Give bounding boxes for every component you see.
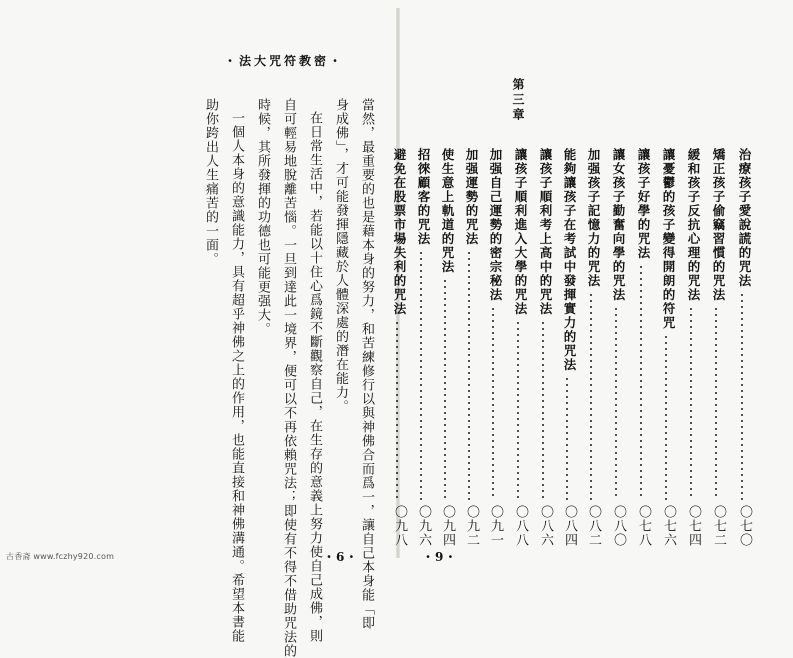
page-number: ・9・ bbox=[422, 550, 458, 564]
toc-entry bbox=[511, 0, 528, 547]
toc-entry-title: 使生意上軌道的咒法 bbox=[440, 148, 455, 274]
page-number: ・6・ bbox=[323, 550, 359, 564]
toc-entry-title: 招徠顧客的咒法 bbox=[416, 148, 431, 246]
toc-entry bbox=[390, 0, 407, 547]
paragraph-line: 助你跨出人生痛苦的一面。 bbox=[203, 98, 218, 266]
toc-leader-dots bbox=[615, 306, 617, 500]
toc-entry-page: 〇九一 bbox=[488, 505, 503, 547]
toc-leader-dots bbox=[590, 292, 592, 500]
toc-entry-title: 讓女孩子勤奮向學的咒法 bbox=[611, 148, 626, 302]
toc-leader-dots bbox=[741, 292, 743, 500]
toc-entry-page: 〇八六 bbox=[538, 505, 553, 547]
toc-leader-dots bbox=[468, 250, 470, 500]
toc-leader-dots bbox=[665, 334, 667, 500]
toc-leader-dots bbox=[444, 278, 446, 500]
toc-entry-title: 能夠讓孩子在考試中發揮實力的咒法 bbox=[562, 148, 577, 372]
toc-entry-page: 〇七二 bbox=[711, 505, 726, 547]
toc-entry bbox=[560, 0, 577, 547]
toc-entry-page: 〇九八 bbox=[392, 505, 407, 547]
toc-entry-page: 〇九四 bbox=[440, 505, 455, 547]
toc-leader-dots bbox=[396, 320, 398, 500]
toc-entry bbox=[462, 0, 479, 547]
toc-entry-title: 加强運勢的咒法 bbox=[464, 148, 479, 246]
toc-entry-title: 讓孩子好學的咒法 bbox=[636, 148, 651, 260]
toc-leader-dots bbox=[420, 250, 422, 500]
toc-entry bbox=[609, 0, 626, 547]
toc-leader-dots bbox=[492, 306, 494, 500]
paragraph-line: 身成佛」，才可能發揮隱藏於人體深處的潛在能力。 bbox=[333, 98, 348, 414]
toc-leader-dots bbox=[690, 306, 692, 500]
toc-leader-dots bbox=[715, 306, 717, 500]
toc-entry bbox=[634, 0, 651, 547]
toc-entry-page: 〇七〇 bbox=[737, 505, 752, 547]
toc-entry-title: 治療孩子愛說謊的咒法 bbox=[737, 148, 752, 288]
toc-entry-title: 讓孩子順利進入大學的咒法 bbox=[513, 148, 528, 316]
toc-entry-page: 〇八八 bbox=[513, 505, 528, 547]
toc-leader-dots bbox=[542, 320, 544, 500]
toc-entry-title: 加强自己運勢的密宗秘法 bbox=[488, 148, 503, 302]
toc-entry bbox=[486, 0, 503, 547]
watermark: 古香斋 www.fczhy920.com bbox=[6, 552, 115, 561]
toc-entry bbox=[414, 0, 431, 547]
toc-entry bbox=[438, 0, 455, 547]
toc-entry-title: 避免在股票市場失利的咒法 bbox=[392, 148, 407, 316]
running-header: ・法大咒符教密・ bbox=[224, 54, 345, 68]
toc-entry-page: 〇八四 bbox=[562, 505, 577, 547]
toc-leader-dots bbox=[566, 376, 568, 500]
toc-entry-page: 〇九二 bbox=[464, 505, 479, 547]
paragraph-line: 時候，其所發揮的功德也可能更强大。 bbox=[255, 98, 270, 336]
toc-entry-page: 〇七六 bbox=[661, 505, 676, 547]
toc-entry bbox=[584, 0, 601, 547]
toc-leader-dots bbox=[640, 264, 642, 500]
chapter-label: 第三章 bbox=[511, 78, 525, 123]
toc-entry-title: 加强孩子記憶力的咒法 bbox=[586, 148, 601, 288]
toc-entry-page: 〇九六 bbox=[416, 505, 431, 547]
toc-entry bbox=[659, 0, 676, 547]
paragraph-line: 一個人本身的意識能力，具有超乎神佛之上的作用，也能直接和神佛溝通。希望本書能 bbox=[229, 111, 244, 643]
toc-entry bbox=[709, 0, 726, 547]
paragraph-line: 自可輕易地脫離苦惱。一旦到達此一境界，便可以不再依賴咒法；即使有不得不借助咒法的 bbox=[281, 98, 296, 658]
toc-entry-page: 〇八〇 bbox=[611, 505, 626, 547]
toc-entry-page: 〇七八 bbox=[636, 505, 651, 547]
toc-entry-title: 緩和孩子反抗心理的咒法 bbox=[686, 148, 701, 302]
toc-entry-title: 矯正孩子偷竊習慣的咒法 bbox=[711, 148, 726, 302]
toc-entry bbox=[536, 0, 553, 547]
toc-leader-dots bbox=[517, 320, 519, 500]
paragraph-line: 當然，最重要的也是藉本身的努力，和苦練修行以與神佛合而爲一，讓自己本身能「即 bbox=[359, 98, 374, 630]
toc-entry bbox=[684, 0, 701, 547]
toc-entry-page: 〇八二 bbox=[586, 505, 601, 547]
toc-entry-title: 讓孩子順利考上高中的咒法 bbox=[538, 148, 553, 316]
paragraph-line: 在日常生活中，若能以十住心爲鏡不斷觀察自己，在生存的意義上努力使自己成佛，則 bbox=[307, 111, 322, 643]
toc-entry-page: 〇七四 bbox=[686, 505, 701, 547]
toc-entry-title: 讓憂鬱的孩子變得開朗的符咒 bbox=[661, 148, 676, 330]
toc-entry bbox=[735, 0, 752, 547]
